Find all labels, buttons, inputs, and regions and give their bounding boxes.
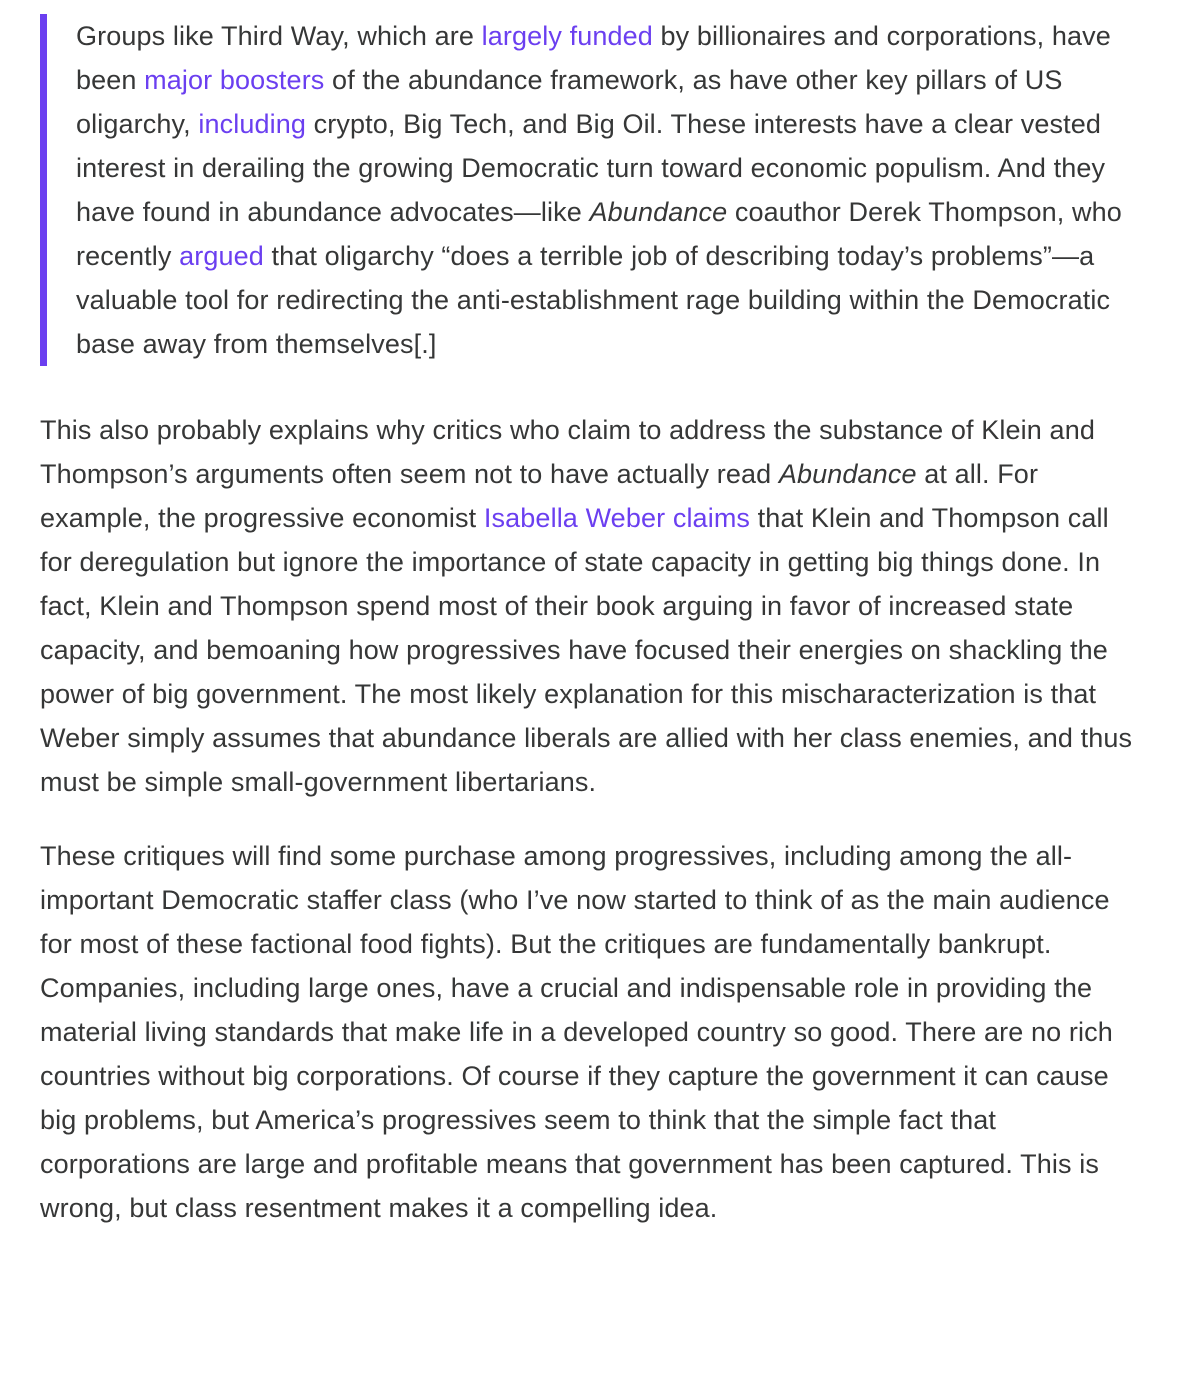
link-major-boosters[interactable]: major boosters	[144, 65, 325, 95]
link-isabella-weber-claims[interactable]: Isabella Weber claims	[483, 503, 751, 533]
quote-text-segment: Groups like Third Way, which are	[76, 21, 482, 51]
link-largely-funded[interactable]: largely funded	[481, 21, 653, 51]
article-body	[40, 14, 1140, 1230]
italic-book-title: Abundance	[589, 197, 728, 227]
paragraph-text-segment: This also probably explains why critics who claim to address the substance of Klein and Thompson’s arguments often seem not to have actually read	[40, 415, 1095, 489]
paragraph-text-segment: at all. For example, the progressive economist	[40, 459, 1039, 533]
quote-text-segment: that oligarchy “does a terrible job of describing today’s problems”—a valuable tool for redirecting the anti-establishment rage building within the Democratic base away from themselves[.]	[76, 241, 1111, 359]
paragraph-text-segment: that Klein and Thompson call for deregulation but ignore the importance of state capacity in getting big things done. In fact, Klein and Thompson spend most of their book arguing in favor of increased state capacity, and bemoaning how progressives have focused their energies on shackling the power of big government. The most likely explanation for this mischaracterization is that Weber simply assumes that abundance liberals are allied with her class enemies, and thus must be simple small-government libertarians.	[40, 503, 1133, 797]
quote-text	[76, 14, 1146, 366]
italic-book-title: Abundance	[778, 459, 917, 489]
link-argued[interactable]: argued	[179, 241, 264, 271]
paragraph-critics	[40, 408, 1140, 804]
quote-text-segment: coauthor Derek Thompson, who recently	[76, 197, 1122, 271]
quote-text-segment: crypto, Big Tech, and Big Oil. These interests have a clear vested interest in derailing the growing Democratic turn toward economic populism. And they have found in abundance advocates—like	[76, 109, 1106, 227]
paragraph-critiques: These critiques will find some purchase among progressives, including among the all-important Democratic staffer class (who I’ve now started to think of as the main audience for most of these factional food fights). But the critiques are fundamentally bankrupt. Companies, including large ones, have a crucial and indispensable role in providing the material living standards that make life in a developed country so good. There are no rich countries without big corporations. Of course if they capture the government it can cause big problems, but America’s progressives seem to think that the simple fact that corporations are large and profitable means that government has been captured. This is wrong, but class resentment makes it a compelling idea.	[40, 841, 1113, 1223]
link-including[interactable]: including	[198, 109, 307, 139]
quote-text-segment: of the abundance framework, as have other key pillars of US oligarchy,	[76, 65, 1063, 139]
quote-text-segment: by billionaires and corporations, have been	[76, 21, 1111, 95]
blockquote	[40, 14, 1140, 366]
